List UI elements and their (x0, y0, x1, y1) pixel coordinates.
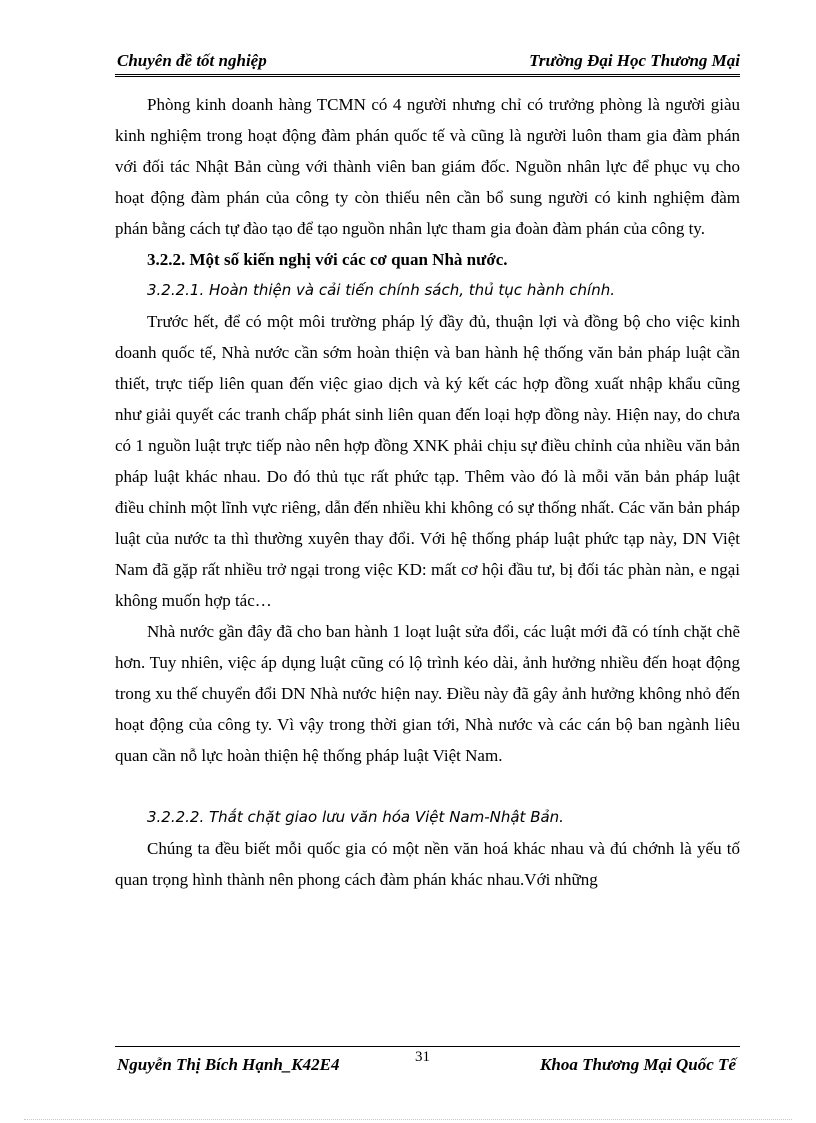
paragraph: Trước hết, để có một môi trường pháp lý đầy đủ, thuận lợi và đồng bộ cho việc kinh doanh quốc tế, Nhà nước cần sớm hoàn thiện và ban hành hệ thống văn bản pháp luật cần thiết, trực tiếp liên quan đến việc giao dịch và ký kết các hợp đồng xuất nhập khẩu cũng như giải quyết các tranh chấp phát sinh liên quan đến loại hợp đồng này. Hiện nay, do chưa có 1 nguồn luật trực tiếp nào nên hợp đồng XNK phải chịu sự điều chỉnh của nhiều văn bản pháp luật khác nhau. Do đó thủ tục rất phức tạp. Thêm vào đó là mỗi văn bản pháp luật điều chỉnh một lĩnh vực riêng, dẫn đến nhiều khi không có sự thống nhất. Các văn bản pháp luật của nước ta thì thường xuyên thay đổi. Với hệ thống pháp luật phức tạp này, DN Việt Nam đã gặp rất nhiều trở ngại trong việc KD: mất cơ hội đầu tư, bị đối tác phàn nàn, e ngại không muốn hợp tác… (115, 312, 740, 610)
subsection-heading: 3.2.2.2. Thắt chặt giao lưu văn hóa Việt Nam-Nhật Bản. (147, 808, 564, 826)
paragraph: Chúng ta đều biết mỗi quốc gia có một nền văn hoá khác nhau và đú chớnh là yếu tố quan trọng hình thành nên phong cách đàm phán khác nhau.Với những (115, 839, 740, 889)
spacer (115, 771, 740, 802)
page-bottom-edge (24, 1119, 792, 1120)
footer-department: Khoa Thương Mại Quốc Tế (540, 1055, 736, 1074)
section-heading: 3.2.2. Một số kiến nghị với các cơ quan Nhà nước. (147, 250, 508, 269)
footer-divider (115, 1046, 740, 1047)
header-title: Chuyên đề tốt nghiệp (117, 51, 267, 70)
document-body (115, 89, 740, 895)
subsection-heading: 3.2.2.1. Hoàn thiện và cải tiến chính sách, thủ tục hành chính. (147, 281, 616, 299)
page-number: 31 (415, 1049, 430, 1065)
paragraph: Nhà nước gần đây đã cho ban hành 1 loạt luật sửa đổi, các luật mới đã có tính chặt chẽ hơn. Tuy nhiên, việc áp dụng luật cũng có lộ trình kéo dài, ảnh hưởng nhiều đến hoạt động trong xu thế chuyển đổi DN Nhà nước hiện nay. Điều này đã gây ảnh hưởng không nhỏ đến hoạt động của công ty. Vì vậy trong thời gian tới, Nhà nước và các cán bộ ban ngành liêu quan cần nỗ lực hoàn thiện hệ thống pháp luật Việt Nam. (115, 622, 740, 765)
page-footer (115, 1049, 740, 1079)
footer-author: Nguyễn Thị Bích Hạnh_K42E4 (117, 1055, 340, 1074)
paragraph: Phòng kinh doanh hàng TCMN có 4 người nhưng chỉ có trưởng phòng là người giàu kinh nghiệm trong hoạt động đàm phán quốc tế và cũng là người luôn tham gia đàm phán với đối tác Nhật Bản cùng với thành viên ban giám đốc. Nguồn nhân lực để phục vụ cho hoạt động đàm phán của công ty còn thiếu nên cần bổ sung người có kinh nghiệm đàm phán bằng cách tự đào tạo để tạo nguồn nhân lực tham gia đoàn đàm phán của công ty. (115, 95, 740, 238)
header-school: Trường Đại Học Thương Mại (529, 51, 740, 70)
page-header (115, 48, 740, 77)
